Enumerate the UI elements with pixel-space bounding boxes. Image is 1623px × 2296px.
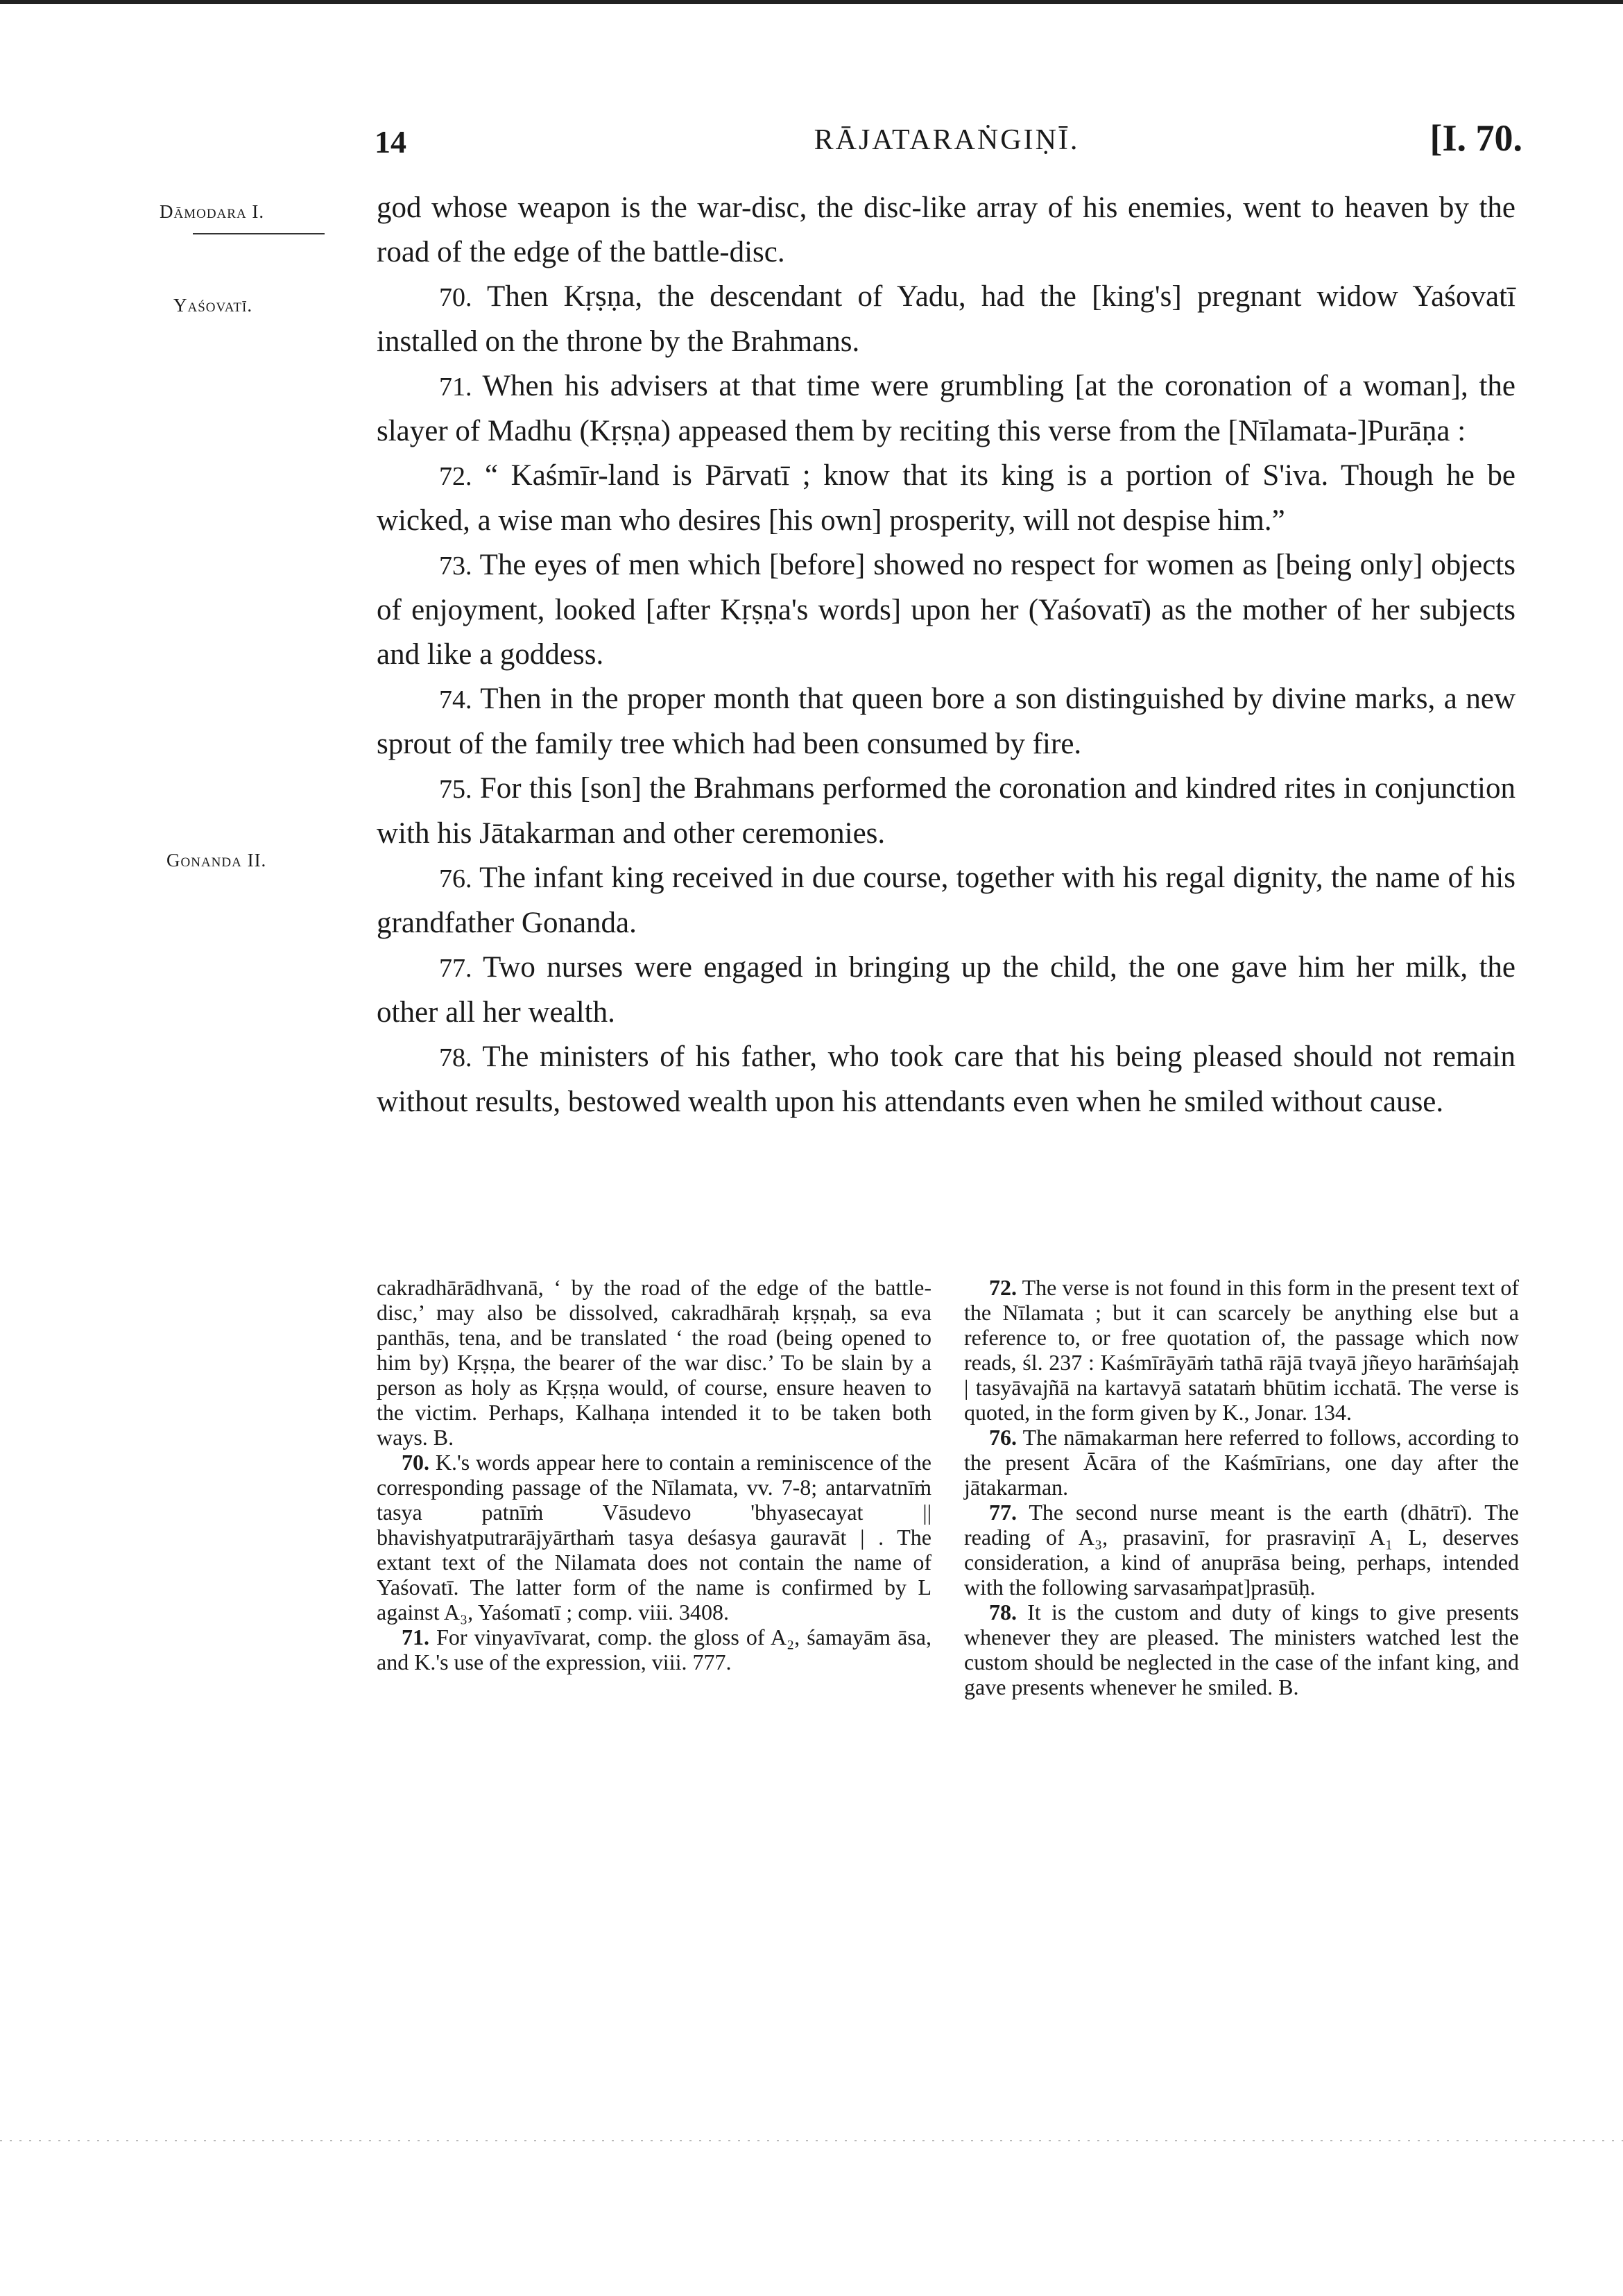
margin-note-yasovati: Yaśovatī. [173, 295, 253, 316]
page-header [375, 117, 1522, 172]
footnote-cakradhara: cakradhārādhvanā, ‘ by the road of the edge of the battle-disc,’ may also be dissolved, cakradhāraḥ kṛṣṇaḥ, sa eva panthās, tena, and be translated ‘ the road (being opened to him by) Kṛṣṇa, the bearer of the war disc.’ To be slain by a person as holy as Kṛṣṇa would, of course, ensure heaven to the victim. Perhaps, Kalhaṇa intended it to be taken both ways. B. [377, 1275, 931, 1450]
verse-73: 73. The eyes of men which [before] showed no respect for women as [being only] objects of enjoyment, looked [after Kṛṣṇa's words] upon her (Yaśovatī) as the mother of her subjects and like a goddess. [377, 549, 1515, 671]
footnote-71: 71. For vinyavīvarat, comp. the gloss of A₂, śamayām āsa, and K.'s use of the expression, viii. 777. [377, 1625, 932, 1674]
section-reference: [I. 70. [1429, 117, 1522, 159]
scan-artifact-dotted-line [0, 2140, 1623, 2141]
continuation-text: god whose weapon is the war-disc, the disc-like array of his enemies, went to heaven by the road of the edge of the battle-disc. [377, 191, 1515, 268]
verse-78: 78. The ministers of his father, who took care that his being pleased should not remain without results, bestowed wealth upon his attendants even when he smiled without cause. [377, 1040, 1516, 1118]
verse-75: 75. For this [son] the Brahmans performed the coronation and kindred rites in conjunction with his Jātakarman and other ceremonies. [377, 772, 1515, 850]
verse-72: 72. “ Kaśmīr-land is Pārvatī ; know that its king is a portion of S'iva. Though he be wicked, a wise man who desires [his own] prosperity, will not despise him.” [377, 459, 1515, 537]
verse-71: 71. When his advisers at that time were grumbling [at the coronation of a woman], the slayer of Madhu (Kṛṣṇa) appeased them by reciting this verse from the [Nīlamata-]Purāṇa : [377, 370, 1515, 447]
footnotes-left-column [377, 1275, 931, 1674]
running-title: RĀJATARAṄGIṆĪ. [814, 124, 1080, 156]
footnote-72: 72. The verse is not found in this form in the present text of the Nīlamata ; but it can scarcely be anything else but a reference to, or free quotation of, the passage which now reads, śl. 237 : Kaśmīrāyāṁ tathā rājā tvayā jñeyo harāṁśajaḥ | tasyāvajñā na kartavyā satataṁ bhūtim icchatā. The verse is quoted, in the form given by K., Jonar. 134. [964, 1275, 1520, 1425]
verse-77: 77. Two nurses were engaged in bringing up the child, the one gave him her milk, the other all her wealth. [377, 951, 1515, 1029]
margin-rule [193, 233, 325, 234]
verse-76: 76. The infant king received in due course, together with his regal dignity, the name of his grandfather Gonanda. [377, 862, 1515, 939]
margin-note-damodara: Dāmodara I. [160, 201, 265, 222]
verse-70: 70. Then Kṛṣṇa, the descendant of Yadu, had the [king's] pregnant widow Yaśovatī installed on the throne by the Brahmans. [377, 280, 1515, 358]
margin-note-gonanda: Gonanda II. [166, 850, 267, 871]
main-text [377, 186, 1515, 1124]
footnote-70: 70. K.'s words appear here to contain a reminiscence of the corresponding passage of the Nīlamata, vv. 7-8; antarvatnīṁ tasya patnīṁ Vāsudevo 'bhyasecayat || bhavishyatputrarājyārthaṁ tasya deśasya gauravāt | . The extant text of the Nilamata does not contain the name of Yaśovatī. The latter form of the name is confirmed by L against A₃, Yaśomatī ; comp. viii. 3408. [377, 1450, 932, 1625]
page-top-edge [0, 0, 1623, 4]
footnotes-right-column [964, 1275, 1519, 1699]
footnote-76: 76. The nāmakarman here referred to follows, according to the present Ācāra of the Kaśmīrians, one day after the jātakarman. [964, 1425, 1520, 1500]
page-number: 14 [375, 124, 406, 160]
verse-74: 74. Then in the proper month that queen bore a son distinguished by divine marks, a new sprout of the family tree which had been consumed by fire. [377, 683, 1515, 760]
footnote-77: 77. The second nurse meant is the earth (dhātrī). The reading of A₃, prasavinī, for prasraviṇī A₁ L, deserves consideration, a kind of anuprāsa being, perhaps, intended with the following sarvasaṁpat]prasūḥ. [964, 1500, 1520, 1600]
footnote-78: 78. It is the custom and duty of kings to give presents whenever they are pleased. The ministers watched lest the custom should be neglected in the case of the infant king, and gave presents whenever he smiled. B. [964, 1600, 1520, 1699]
